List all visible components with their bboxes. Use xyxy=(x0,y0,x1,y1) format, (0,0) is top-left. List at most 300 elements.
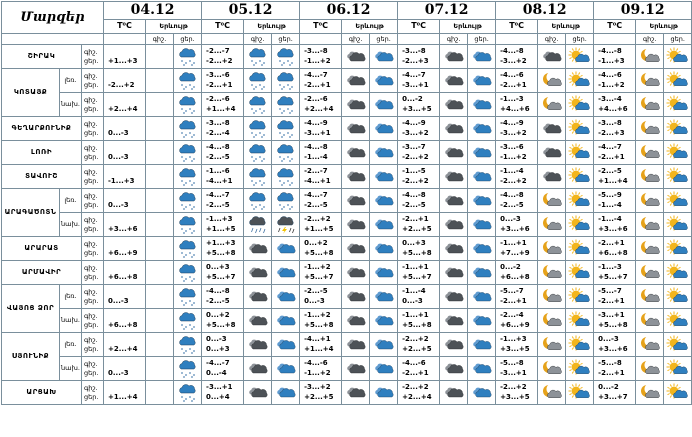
snow-cloud-icon xyxy=(244,189,272,213)
temperature-cell: -5...-8 -2...+1 xyxy=(594,357,636,381)
temperature-cell: -3...-8 -2...+3 xyxy=(398,45,440,69)
empty-icon-cell xyxy=(146,69,174,93)
sun-cloud-icon xyxy=(664,261,692,285)
temperature-cell: -2...+2 xyxy=(104,69,146,93)
dark-cloud-icon xyxy=(538,45,566,69)
snow-cloud-icon xyxy=(174,141,202,165)
sun-cloud-icon xyxy=(566,141,594,165)
temperature-cell: 0...-3 xyxy=(104,189,146,213)
temp-column-header: T⁰C xyxy=(496,20,538,34)
cloud-blue-icon xyxy=(370,237,398,261)
dark-cloud-icon xyxy=(342,93,370,117)
temperature-cell: +6...+8 xyxy=(104,261,146,285)
dark-cloud-icon xyxy=(342,261,370,285)
day-subheader: ցեր. xyxy=(566,34,594,45)
night-day-label: գիշ. ցեր. xyxy=(82,333,104,357)
night-day-label: գիշ. ցեր. xyxy=(82,117,104,141)
dark-cloud-icon xyxy=(342,357,370,381)
sun-cloud-icon xyxy=(664,165,692,189)
sun-cloud-icon xyxy=(566,165,594,189)
dark-cloud-icon xyxy=(440,261,468,285)
temperature-cell: -1...+3 xyxy=(104,165,146,189)
temperature-cell: +2...+4 xyxy=(104,333,146,357)
temperature-cell: +6...+9 xyxy=(104,237,146,261)
day-subheader: ցեր. xyxy=(468,34,496,45)
region-name: ԼՈՌԻ xyxy=(2,141,82,165)
moon-cloud-icon xyxy=(636,165,664,189)
temperature-cell: -4...-9 -3...+2 xyxy=(398,117,440,141)
night-day-label: գիշ. ցեր. xyxy=(82,237,104,261)
date-header-04-12: 04.12 xyxy=(104,2,202,20)
night-subheader: գիշ. xyxy=(636,34,664,45)
temperature-cell: 0...-3 +3...+6 xyxy=(496,213,538,237)
cloud-blue-icon xyxy=(468,45,496,69)
region-row xyxy=(2,237,692,261)
sun-cloud-icon xyxy=(664,141,692,165)
moon-cloud-icon xyxy=(636,381,664,405)
dark-cloud-icon xyxy=(440,285,468,309)
temperature-cell: -4...-6 -2...+1 xyxy=(496,69,538,93)
temperature-cell: -4...-9 -3...+2 xyxy=(496,117,538,141)
temperature-cell: -2...+2 +3...+5 xyxy=(496,381,538,405)
moon-cloud-icon xyxy=(636,141,664,165)
temperature-cell: -1...+1 +5...+7 xyxy=(398,261,440,285)
snow-cloud-icon xyxy=(244,117,272,141)
temperature-cell: -3...-6 -1...+2 xyxy=(496,141,538,165)
empty-icon-cell xyxy=(146,381,174,405)
region-name: ՍՅՈՒՆԻՔ xyxy=(2,333,60,381)
temperature-cell: +1...+3 +5...+8 xyxy=(202,237,244,261)
phenomenon-column-header: Երևույթ xyxy=(649,22,678,31)
snow-cloud-icon xyxy=(174,381,202,405)
night-subheader: գիշ. xyxy=(342,34,370,45)
cloud-blue-icon xyxy=(370,261,398,285)
temperature-cell: 0...+3 +5...+8 xyxy=(398,237,440,261)
sun-cloud-icon xyxy=(664,69,692,93)
temperature-cell: -5...-7 -2...+1 xyxy=(496,285,538,309)
day-subheader: ցեր. xyxy=(174,34,202,45)
cloud-blue-icon xyxy=(272,333,300,357)
region-name: ՇԻՐԱԿ xyxy=(2,45,82,69)
dark-cloud-icon xyxy=(342,285,370,309)
moon-cloud-icon xyxy=(538,309,566,333)
temp-column-header: T⁰C xyxy=(202,20,244,34)
zone-label: լեռ. xyxy=(60,189,82,213)
moon-cloud-icon xyxy=(636,309,664,333)
forecast-body xyxy=(2,45,692,405)
moon-cloud-icon xyxy=(538,285,566,309)
dark-cloud-icon xyxy=(244,285,272,309)
temperature-cell: 0...-2 +3...+5 xyxy=(398,93,440,117)
temperature-cell: -4...-7 -2...-5 xyxy=(300,189,342,213)
region-name: ՏԱՎՈՒՇ xyxy=(2,165,82,189)
temperature-cell: -5...-7 -2...+1 xyxy=(594,285,636,309)
moon-cloud-icon xyxy=(636,357,664,381)
cloud-blue-icon xyxy=(370,117,398,141)
region-row xyxy=(2,45,692,69)
night-day-label: գիշ. ցեր. xyxy=(82,165,104,189)
dark-cloud-icon xyxy=(440,237,468,261)
empty-icon-cell xyxy=(146,213,174,237)
temperature-cell: -4...-8 -1...+3 xyxy=(594,45,636,69)
phenomenon-column-header: Երևույթ xyxy=(551,22,580,31)
dark-cloud-icon xyxy=(342,213,370,237)
temperature-cell: 0...+2 +5...+8 xyxy=(300,237,342,261)
dark-cloud-icon xyxy=(440,381,468,405)
snow-cloud-icon xyxy=(272,189,300,213)
temperature-cell: -5...-8 -3...+1 xyxy=(496,357,538,381)
cloud-blue-icon xyxy=(468,333,496,357)
night-day-label: գիշ. ցեր. xyxy=(82,141,104,165)
cloud-blue-icon xyxy=(370,309,398,333)
cloud-blue-icon xyxy=(468,189,496,213)
cloud-blue-icon xyxy=(272,309,300,333)
temperature-cell: 0...-3 xyxy=(104,117,146,141)
temperature-cell: -4...-8 -2...-5 xyxy=(202,141,244,165)
sun-cloud-icon xyxy=(566,45,594,69)
dark-cloud-icon xyxy=(440,189,468,213)
moon-cloud-icon xyxy=(538,381,566,405)
cloud-blue-icon xyxy=(370,93,398,117)
cloud-blue-icon xyxy=(468,141,496,165)
temperature-cell: -3...+1 0...+4 xyxy=(202,381,244,405)
cloud-blue-icon xyxy=(468,69,496,93)
temperature-cell: -3...-8 -1...+2 xyxy=(300,45,342,69)
region-row xyxy=(2,309,692,333)
moon-cloud-icon xyxy=(636,261,664,285)
temperature-cell: -2...+1 +6...+8 xyxy=(594,237,636,261)
date-header-07-12: 07.12 xyxy=(398,2,496,20)
dark-cloud-icon xyxy=(244,357,272,381)
sun-cloud-icon xyxy=(664,213,692,237)
temperature-cell: -3...-6 -2...+1 xyxy=(202,69,244,93)
temp-column-header: T⁰C xyxy=(300,20,342,34)
temperature-cell: +2...+4 xyxy=(104,93,146,117)
dark-cloud-icon xyxy=(440,213,468,237)
cloud-blue-icon xyxy=(370,45,398,69)
temperature-cell: 0...-2 +3...+7 xyxy=(594,381,636,405)
dark-cloud-icon xyxy=(440,69,468,93)
temperature-cell: -4...-7 -3...+1 xyxy=(398,69,440,93)
temperature-cell: -4...-7 -2...+1 xyxy=(300,69,342,93)
night-day-label: գիշ. ցեր. xyxy=(82,69,104,93)
empty-icon-cell xyxy=(146,189,174,213)
cloud-blue-icon xyxy=(370,285,398,309)
rain-cloud-icon xyxy=(244,213,272,237)
temperature-cell: +1...+3 xyxy=(104,45,146,69)
snow-cloud-icon xyxy=(244,45,272,69)
temperature-cell: -2...-5 0...-3 xyxy=(300,285,342,309)
temperature-cell: -1...+1 +7...+9 xyxy=(496,237,538,261)
moon-cloud-icon xyxy=(636,333,664,357)
night-subheader: գիշ. xyxy=(440,34,468,45)
dark-cloud-icon xyxy=(440,45,468,69)
snow-cloud-icon xyxy=(174,213,202,237)
sun-cloud-icon xyxy=(566,333,594,357)
dark-cloud-icon xyxy=(440,117,468,141)
empty-icon-cell xyxy=(146,93,174,117)
sun-cloud-icon xyxy=(566,309,594,333)
region-row xyxy=(2,213,692,237)
temperature-cell: -1...+1 +5...+8 xyxy=(398,309,440,333)
night-subheader: գիշ. xyxy=(244,34,272,45)
region-name: ԿՈՏԱՅՔ xyxy=(2,69,60,117)
temperature-cell: -3...+1 +5...+8 xyxy=(594,309,636,333)
empty-icon-cell xyxy=(146,237,174,261)
date-header-08-12: 08.12 xyxy=(496,2,594,20)
date-header-row xyxy=(2,2,692,20)
cloud-blue-icon xyxy=(370,165,398,189)
sun-cloud-icon xyxy=(664,357,692,381)
region-row xyxy=(2,261,692,285)
snow-cloud-icon xyxy=(174,93,202,117)
temperature-cell: -2...-7 -2...+2 xyxy=(202,45,244,69)
empty-icon-cell xyxy=(146,285,174,309)
snow-cloud-icon xyxy=(174,189,202,213)
temperature-cell: -4...-8 -3...+2 xyxy=(496,45,538,69)
snow-cloud-icon xyxy=(174,237,202,261)
night-subheader: գիշ. xyxy=(146,34,174,45)
snow-cloud-icon xyxy=(244,165,272,189)
snow-cloud-icon xyxy=(244,141,272,165)
temperature-cell: 0...+2 +5...+8 xyxy=(202,309,244,333)
dark-cloud-icon xyxy=(342,309,370,333)
zone-label: նախ. xyxy=(60,357,82,381)
sun-cloud-icon xyxy=(566,213,594,237)
moon-cloud-icon xyxy=(538,69,566,93)
dark-cloud-icon xyxy=(440,333,468,357)
snow-cloud-icon xyxy=(272,117,300,141)
snow-cloud-icon xyxy=(174,333,202,357)
temperature-cell: -1...-6 -4...+1 xyxy=(202,165,244,189)
temperature-cell: -4...-6 -1...+2 xyxy=(594,69,636,93)
night-day-label: գիշ. ցեր. xyxy=(82,93,104,117)
sun-cloud-icon xyxy=(664,117,692,141)
cloud-blue-icon xyxy=(272,381,300,405)
dark-cloud-icon xyxy=(342,165,370,189)
temperature-cell: 0...+3 +5...+7 xyxy=(202,261,244,285)
empty-icon-cell xyxy=(146,261,174,285)
region-row xyxy=(2,141,692,165)
temperature-cell: -1...-5 -2...+2 xyxy=(398,165,440,189)
region-name: ԱՐԱՐԱՏ xyxy=(2,237,82,261)
moon-cloud-icon xyxy=(636,93,664,117)
cloud-blue-icon xyxy=(370,333,398,357)
moon-cloud-icon xyxy=(636,189,664,213)
temperature-cell: -1...-4 0...-3 xyxy=(398,285,440,309)
region-name: ՎԱՅՈՑ ՁՈՐ xyxy=(2,285,60,333)
cloud-blue-icon xyxy=(272,261,300,285)
dark-cloud-icon xyxy=(440,357,468,381)
zone-label: նախ. xyxy=(60,213,82,237)
cloud-blue-icon xyxy=(468,237,496,261)
temperature-cell: -1...+3 +1...+5 xyxy=(202,213,244,237)
moon-cloud-icon xyxy=(538,213,566,237)
temperature-cell: 0...-3 xyxy=(104,357,146,381)
zone-label: նախ. xyxy=(60,93,82,117)
cloud-blue-icon xyxy=(468,309,496,333)
dark-cloud-icon xyxy=(342,333,370,357)
dark-cloud-icon xyxy=(342,69,370,93)
snow-cloud-icon xyxy=(174,285,202,309)
dark-cloud-icon xyxy=(244,261,272,285)
empty-icon-cell xyxy=(146,333,174,357)
empty-icon-cell xyxy=(146,45,174,69)
temperature-cell: +3...+6 xyxy=(104,213,146,237)
cloud-blue-icon xyxy=(468,261,496,285)
temperature-cell: -4...-8 -2...-5 xyxy=(202,285,244,309)
temperature-cell: -1...-4 +3...+6 xyxy=(594,213,636,237)
dark-cloud-icon xyxy=(342,45,370,69)
moon-cloud-icon xyxy=(538,93,566,117)
temperature-cell: -4...-7 0...-4 xyxy=(202,357,244,381)
subheader-row xyxy=(2,20,692,34)
temp-subheader-blank xyxy=(594,34,636,45)
region-row xyxy=(2,381,692,405)
night-subheader: գիշ. xyxy=(538,34,566,45)
sun-cloud-icon xyxy=(566,69,594,93)
dark-cloud-icon xyxy=(244,333,272,357)
sun-cloud-icon xyxy=(664,285,692,309)
night-day-label: գիշ. ցեր. xyxy=(82,189,104,213)
temperature-cell: -2...+2 +2...+4 xyxy=(398,381,440,405)
temperature-cell: -4...-7 -2...-5 xyxy=(202,189,244,213)
cloud-blue-icon xyxy=(468,117,496,141)
day-subheader: ցեր. xyxy=(664,34,692,45)
cloud-blue-icon xyxy=(272,237,300,261)
cloud-blue-icon xyxy=(370,213,398,237)
snow-cloud-icon xyxy=(174,45,202,69)
temperature-cell: -2...-4 +6...+9 xyxy=(496,309,538,333)
moon-cloud-icon xyxy=(636,117,664,141)
temperature-cell: -1...+2 +5...+7 xyxy=(300,261,342,285)
day-subheader: ցեր. xyxy=(370,34,398,45)
region-row xyxy=(2,333,692,357)
sun-cloud-icon xyxy=(664,333,692,357)
temperature-cell: -2...-7 -4...+1 xyxy=(300,165,342,189)
dark-cloud-icon xyxy=(342,117,370,141)
temperature-cell: -4...-8 -1...-4 xyxy=(300,141,342,165)
temperature-cell: -2...-5 +1...+4 xyxy=(594,165,636,189)
snow-cloud-icon xyxy=(244,93,272,117)
cloud-blue-icon xyxy=(272,285,300,309)
date-header-05-12: 05.12 xyxy=(202,2,300,20)
sun-cloud-icon xyxy=(566,261,594,285)
cloud-blue-icon xyxy=(468,357,496,381)
temperature-cell: -3...+2 +2...+5 xyxy=(300,381,342,405)
region-name: ԱՐԱԳԱԾՈՏՆ xyxy=(2,189,60,237)
temperature-cell: -2...-6 +2...+4 xyxy=(300,93,342,117)
sun-cloud-icon xyxy=(566,117,594,141)
dark-cloud-icon xyxy=(342,189,370,213)
temperature-cell: -2...+2 +2...+5 xyxy=(398,333,440,357)
temperature-cell: -3...-8 -2...+3 xyxy=(594,117,636,141)
sun-cloud-icon xyxy=(664,189,692,213)
temperature-cell: 0...-3 xyxy=(104,285,146,309)
dark-cloud-icon xyxy=(342,237,370,261)
snow-cloud-icon xyxy=(244,69,272,93)
sun-cloud-icon xyxy=(566,285,594,309)
empty-icon-cell xyxy=(146,141,174,165)
night-day-label: գիշ. ցեր. xyxy=(82,261,104,285)
night-day-label: գիշ. ցեր. xyxy=(82,45,104,69)
temperature-cell: -1...-3 +4...+6 xyxy=(496,93,538,117)
cloud-blue-icon xyxy=(272,357,300,381)
snow-cloud-icon xyxy=(174,117,202,141)
moon-cloud-icon xyxy=(636,69,664,93)
region-name: ԱՐՄԱՎԻՐ xyxy=(2,261,82,285)
dark-cloud-icon xyxy=(342,141,370,165)
temperature-cell: -2...+2 +1...+5 xyxy=(300,213,342,237)
snow-cloud-icon xyxy=(272,141,300,165)
temp-subheader-blank xyxy=(300,34,342,45)
temperature-cell: -4...-9 -3...+1 xyxy=(300,117,342,141)
temperature-cell: -5...-9 -1...-4 xyxy=(594,189,636,213)
sun-cloud-icon xyxy=(566,381,594,405)
moon-cloud-icon xyxy=(538,357,566,381)
night-day-label: գիշ. ցեր. xyxy=(82,213,104,237)
snow-cloud-icon xyxy=(272,165,300,189)
phenomenon-column-header: Երևույթ xyxy=(159,22,188,31)
temperature-cell: -4...-8 -2...-5 xyxy=(398,189,440,213)
snow-cloud-icon xyxy=(174,357,202,381)
cloud-blue-icon xyxy=(370,381,398,405)
temperature-cell: -4...-8 -2...-5 xyxy=(496,189,538,213)
snow-cloud-icon xyxy=(272,69,300,93)
temperature-cell: -4...-6 -2...+1 xyxy=(398,357,440,381)
temperature-cell: -4...+1 +1...+4 xyxy=(300,333,342,357)
storm-cloud-icon xyxy=(272,213,300,237)
cloud-blue-icon xyxy=(370,357,398,381)
temperature-cell: +6...+8 xyxy=(104,309,146,333)
temperature-cell: -1...+3 +3...+5 xyxy=(496,333,538,357)
temperature-cell: +1...+4 xyxy=(104,381,146,405)
temperature-cell: 0...-3 0...+3 xyxy=(202,333,244,357)
snow-cloud-icon xyxy=(174,165,202,189)
sun-cloud-icon xyxy=(664,309,692,333)
temperature-cell: -1...-3 +5...+7 xyxy=(594,261,636,285)
region-row xyxy=(2,117,692,141)
temperature-cell: -3...-8 -2...-4 xyxy=(202,117,244,141)
night-day-label: գիշ. ցեր. xyxy=(82,285,104,309)
dark-cloud-icon xyxy=(538,165,566,189)
zone-label: լեռ. xyxy=(60,285,82,309)
day-subheader: ցեր. xyxy=(272,34,300,45)
temperature-cell: -2...+1 +2...+5 xyxy=(398,213,440,237)
cloud-blue-icon xyxy=(468,213,496,237)
snow-cloud-icon xyxy=(272,45,300,69)
moon-cloud-icon xyxy=(538,333,566,357)
snow-cloud-icon xyxy=(174,69,202,93)
night-day-label: գիշ. ցեր. xyxy=(82,357,104,381)
moon-cloud-icon xyxy=(538,189,566,213)
snow-cloud-icon xyxy=(174,309,202,333)
temperature-cell: 0...-3 xyxy=(104,141,146,165)
temperature-cell: -4...-6 -1...+2 xyxy=(300,357,342,381)
empty-icon-cell xyxy=(146,357,174,381)
region-row xyxy=(2,93,692,117)
date-header-09-12: 09.12 xyxy=(594,2,692,20)
temp-subheader-blank xyxy=(496,34,538,45)
temp-column-header: T⁰C xyxy=(398,20,440,34)
temp-subheader-blank xyxy=(398,34,440,45)
moon-cloud-icon xyxy=(636,45,664,69)
temperature-cell: -1...-4 -2...+2 xyxy=(496,165,538,189)
region-name: ԳԵՂԱՐՔՈՒՆԻՔ xyxy=(2,117,82,141)
region-name: ԱՐՑԱԽ xyxy=(2,381,82,405)
region-row xyxy=(2,69,692,93)
cloud-blue-icon xyxy=(370,69,398,93)
